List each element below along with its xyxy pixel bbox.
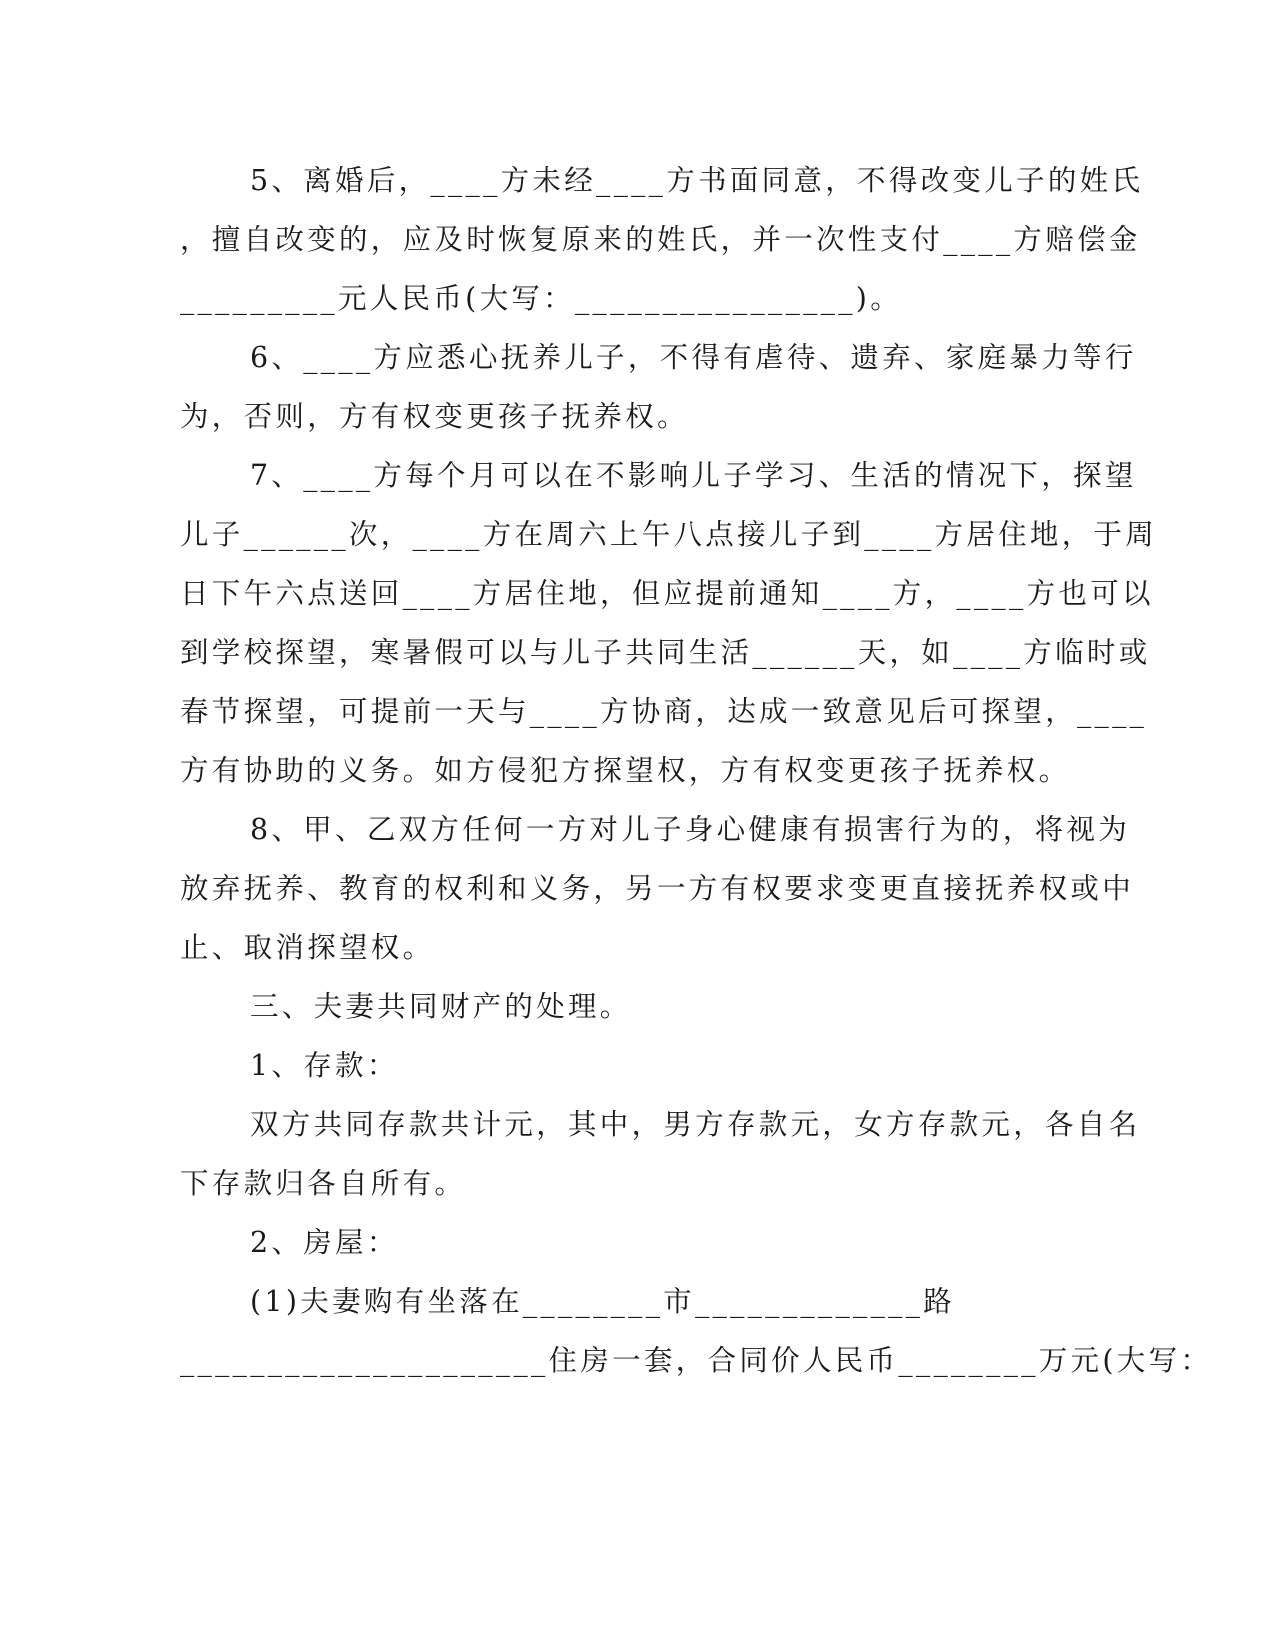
paragraph-7-line-4: 到学校探望，寒暑假可以与儿子共同生活______天，如____方临时或 xyxy=(180,636,1151,669)
housing-line-2: _____________________住房一套，合同价人民币________万元(大写： xyxy=(180,1344,1213,1377)
paragraph-8-line-2: 放弃抚养、教育的权利和义务，另一方有权要求变更直接抚养权或中 xyxy=(180,872,1135,905)
paragraph-7-line-6: 方有协助的义务。如方侵犯方探望权，方有权变更孩子抚养权。 xyxy=(180,754,1071,787)
paragraph-7-line-3: 日下午六点送回____方居住地，但应提前通知____方，____方也可以 xyxy=(180,577,1154,610)
paragraph-7-line-1: 7、____方每个月可以在不影响儿子学习、生活的情况下，探望 xyxy=(250,459,1137,492)
paragraph-5-line-2: ，擅自改变的，应及时恢复原来的姓氏，并一次性支付____方赔偿金 xyxy=(180,223,1141,256)
deposits-line-2: 下存款归各自所有。 xyxy=(180,1167,467,1200)
deposits-line-1: 双方共同存款共计元，其中，男方存款元，女方存款元，各自名 xyxy=(250,1108,1141,1141)
subheading-housing: 2、房屋： xyxy=(250,1226,399,1259)
paragraph-5-line-3: _________元人民币(大写：________________)。 xyxy=(180,282,902,315)
paragraph-5-line-1: 5、离婚后，____方未经____方书面同意，不得改变儿子的姓氏 xyxy=(250,164,1144,197)
paragraph-8-line-3: 止、取消探望权。 xyxy=(180,931,435,964)
paragraph-7-line-2: 儿子______次，____方在周六上午八点接儿子到____方居住地，于周 xyxy=(180,518,1158,551)
subheading-deposits: 1、存款： xyxy=(250,1049,399,1082)
section-heading-property: 三、夫妻共同财产的处理。 xyxy=(250,990,632,1023)
housing-line-1: (1)夫妻购有坐落在________市_____________路 xyxy=(250,1285,956,1318)
paragraph-6-line-2: 为，否则，方有权变更孩子抚养权。 xyxy=(180,400,689,433)
paragraph-8-line-1: 8、甲、乙双方任何一方对儿子身心健康有损害行为的，将视为 xyxy=(250,813,1131,846)
paragraph-7-line-5: 春节探望，可提前一天与____方协商，达成一致意见后可探望，____ xyxy=(180,695,1148,728)
paragraph-6-line-1: 6、____方应悉心抚养儿子，不得有虐待、遗弃、家庭暴力等行 xyxy=(250,341,1137,374)
